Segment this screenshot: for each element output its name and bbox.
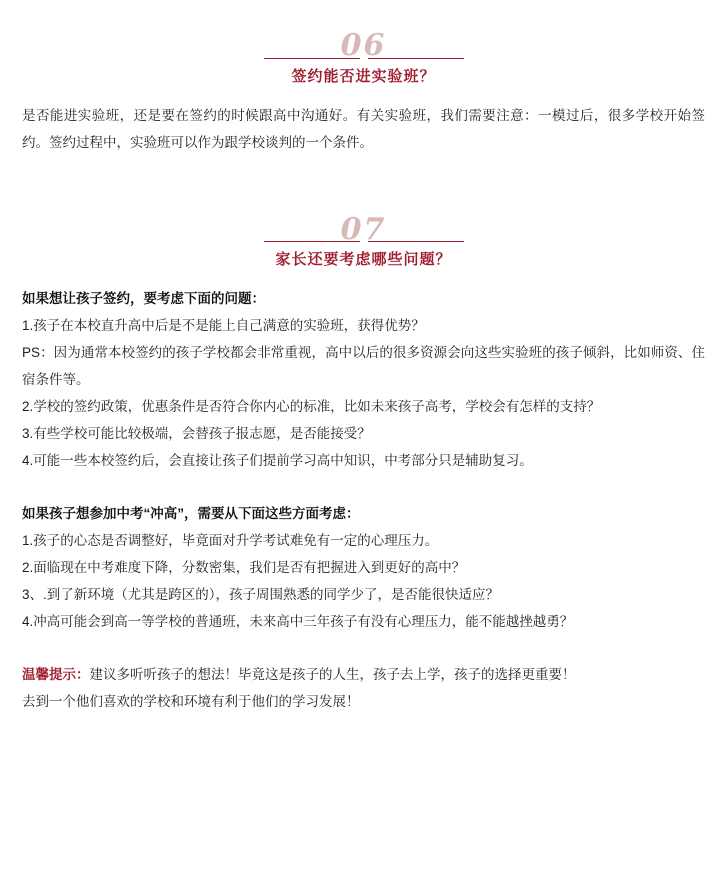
group-b-item-1: 1.孩子的心态是否调整好，毕竟面对升学考试难免有一定的心理压力。: [22, 533, 439, 548]
spacer: [22, 86, 705, 102]
section-06-number: 06: [340, 28, 387, 63]
tip-label: 温馨提示：: [22, 667, 90, 682]
group-b-item-3: 3、.到了新环境（尤其是跨区的），孩子周围熟悉的同学少了，是否能很快适应？: [22, 587, 500, 602]
group-a-item-4: 4.可能一些本校签约后，会直接让孩子们提前学习高中知识，中考部分只是辅助复习。: [22, 453, 533, 468]
spacer: [22, 474, 705, 500]
section-06-title: 签约能否进实验班？: [291, 67, 436, 85]
document-page: [0, 30, 727, 871]
spacer: [22, 635, 705, 661]
section-07-number: 07: [340, 211, 387, 247]
group-b-item-4: 4.冲高可能会到高一等学校的普通班，未来高中三年孩子有没有心理压力，能不能越挫越勇？: [22, 614, 574, 629]
section-06-heading: [22, 30, 705, 86]
section-06-paragraph: 是否能进实验班，还是要在签约的时候跟高中沟通好。有关实验班，我们需要注意：一模过后，很多学校开始签约。签约过程中，实验班可以作为跟学校谈判的一个条件。: [22, 107, 705, 150]
group-b-lead: 如果孩子想参加中考“冲高”，需要从下面这些方面考虑：: [22, 506, 360, 521]
group-b-item-2: 2.面临现在中考难度下降，分数密集，我们是否有把握进入到更好的高中？: [22, 560, 466, 575]
section-07-title: 家长还要考虑哪些问题？: [275, 251, 452, 268]
section-07: [22, 211, 705, 716]
group-a-lead: 如果想让孩子签约，要考虑下面的问题：: [22, 291, 265, 306]
tip-paragraph: [22, 661, 705, 688]
group-a-item-ps: PS：因为通常本校签约的孩子学校都会非常重视，高中以后的很多资源会向这些实验班的孩子倾斜，比如师资、住宿条件等。: [22, 345, 705, 387]
tip-text: 建议多听听孩子的想法！毕竟这是孩子的人生，孩子去上学，孩子的选择更重要！: [89, 667, 576, 682]
spacer: [22, 269, 705, 285]
section-06: [22, 30, 705, 156]
group-a-item-1: 1.孩子在本校直升高中后是不是能上自己满意的实验班，获得优势？: [22, 318, 425, 333]
group-a-item-3: 3.有些学校可能比较极端，会替孩子报志愿，是否能接受？: [22, 426, 371, 441]
group-a-item-2: 2.学校的签约政策，优惠条件是否符合你内心的标准，比如未来孩子高考，学校会有怎样的支持？: [22, 399, 601, 414]
tip-paragraph-2: 去到一个他们喜欢的学校和环境有利于他们的学习发展！: [22, 694, 360, 709]
section-07-heading: [22, 211, 705, 270]
